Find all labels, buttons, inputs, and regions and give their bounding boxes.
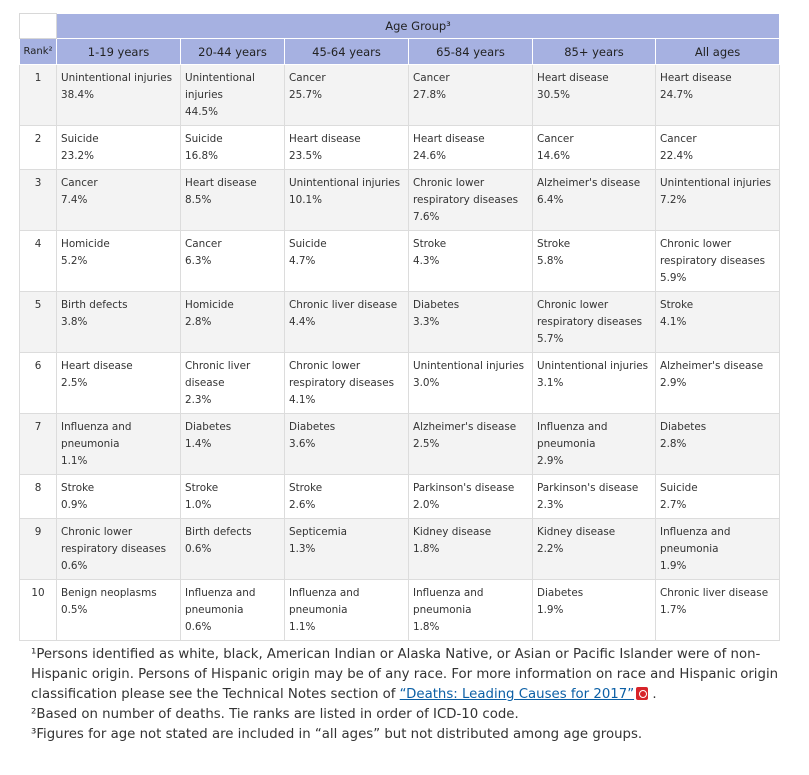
cause-cell	[656, 353, 780, 414]
cause-cell	[533, 580, 656, 641]
cause-percent: 4.1%	[660, 316, 687, 328]
cause-cell	[285, 292, 409, 353]
footnotes	[31, 645, 791, 745]
cause-name: Chronic lower respiratory diseases	[61, 526, 167, 555]
table-row	[20, 414, 780, 475]
cause-cell	[57, 126, 181, 170]
cause-percent: 14.6%	[537, 150, 571, 162]
cause-name: Heart disease	[660, 72, 732, 84]
cause-name: Unintentional injuries	[537, 360, 649, 372]
table-row	[20, 231, 780, 292]
cause-percent: 6.4%	[537, 194, 564, 206]
table-row	[20, 292, 780, 353]
cause-percent: 2.3%	[185, 394, 212, 406]
table-row	[20, 170, 780, 231]
cause-name: Heart disease	[413, 133, 485, 145]
pdf-icon	[636, 687, 648, 700]
cause-cell	[533, 170, 656, 231]
footnote-1-end: .	[652, 687, 657, 702]
cause-name: Influenza and pneumonia	[660, 526, 731, 555]
cause-name: Stroke	[185, 482, 219, 494]
cause-name: Unintentional injuries	[413, 360, 525, 372]
cause-cell	[285, 353, 409, 414]
cause-name: Stroke	[61, 482, 95, 494]
cause-percent: 2.9%	[537, 455, 564, 467]
cause-percent: 24.7%	[660, 89, 694, 101]
cause-name: Influenza and pneumonia	[185, 587, 256, 616]
cause-name: Suicide	[185, 133, 223, 145]
cause-cell	[656, 170, 780, 231]
table-row	[20, 353, 780, 414]
cause-percent: 2.3%	[537, 499, 564, 511]
cause-name: Stroke	[289, 482, 323, 494]
cause-name: Stroke	[413, 238, 447, 250]
cause-percent: 0.9%	[61, 499, 88, 511]
cause-name: Heart disease	[537, 72, 609, 84]
cause-name: Diabetes	[660, 421, 707, 433]
column-header: 1-19 years	[57, 39, 181, 65]
cause-name: Chronic lower respiratory diseases	[537, 299, 643, 328]
cause-cell	[285, 414, 409, 475]
cause-cell	[57, 170, 181, 231]
table-row	[20, 126, 780, 170]
cause-cell	[181, 353, 285, 414]
cause-percent: 0.5%	[61, 604, 88, 616]
cause-name: Chronic liver disease	[185, 360, 251, 389]
cause-cell	[533, 475, 656, 519]
cause-name: Birth defects	[185, 526, 252, 538]
cause-percent: 7.4%	[61, 194, 88, 206]
cause-percent: 23.5%	[289, 150, 323, 162]
cause-percent: 7.6%	[413, 211, 440, 223]
table-row	[20, 519, 780, 580]
cause-name: Alzheimer's disease	[413, 421, 517, 433]
cause-name: Septicemia	[289, 526, 348, 538]
cause-percent: 1.7%	[660, 604, 687, 616]
cause-percent: 2.8%	[185, 316, 212, 328]
cause-cell	[533, 126, 656, 170]
cause-cell	[57, 65, 181, 126]
rank-cell: 5	[20, 292, 57, 353]
cause-cell	[285, 126, 409, 170]
column-header: 45-64 years	[285, 39, 409, 65]
table-row	[20, 475, 780, 519]
cause-percent: 38.4%	[61, 89, 95, 101]
cause-name: Unintentional injuries	[185, 72, 255, 101]
cause-cell	[57, 519, 181, 580]
cause-percent: 25.7%	[289, 89, 323, 101]
cause-cell	[409, 353, 533, 414]
cause-name: Kidney disease	[413, 526, 492, 538]
cause-name: Homicide	[185, 299, 234, 311]
cause-cell	[409, 475, 533, 519]
rank-header: Rank²	[20, 39, 57, 65]
cause-name: Heart disease	[289, 133, 361, 145]
cause-percent: 5.7%	[537, 333, 564, 345]
cause-percent: 44.5%	[185, 106, 219, 118]
cause-percent: 1.4%	[185, 438, 212, 450]
cause-cell	[181, 292, 285, 353]
cause-name: Diabetes	[537, 587, 584, 599]
cause-cell	[285, 65, 409, 126]
cause-percent: 1.0%	[185, 499, 212, 511]
corner-cell	[20, 14, 57, 39]
cause-percent: 3.3%	[413, 316, 440, 328]
cause-percent: 4.7%	[289, 255, 316, 267]
cause-name: Influenza and pneumonia	[537, 421, 608, 450]
leading-causes-table-container	[19, 13, 779, 641]
cause-percent: 24.6%	[413, 150, 447, 162]
cause-cell	[656, 292, 780, 353]
cause-cell	[656, 475, 780, 519]
cause-cell	[533, 414, 656, 475]
rank-cell: 3	[20, 170, 57, 231]
cause-name: Parkinson's disease	[537, 482, 639, 494]
cause-cell	[409, 65, 533, 126]
footnote-1	[31, 645, 791, 705]
cause-cell	[656, 580, 780, 641]
cause-percent: 2.0%	[413, 499, 440, 511]
cause-name: Heart disease	[61, 360, 133, 372]
cause-percent: 5.9%	[660, 272, 687, 284]
cause-name: Unintentional injuries	[660, 177, 772, 189]
cause-name: Cancer	[537, 133, 574, 145]
cause-name: Kidney disease	[537, 526, 616, 538]
cause-percent: 7.2%	[660, 194, 687, 206]
cause-cell	[656, 231, 780, 292]
cause-cell	[181, 475, 285, 519]
cause-percent: 2.2%	[537, 543, 564, 555]
column-header: All ages	[656, 39, 780, 65]
cause-cell	[181, 126, 285, 170]
cause-cell	[57, 231, 181, 292]
cause-percent: 27.8%	[413, 89, 447, 101]
cause-cell	[409, 231, 533, 292]
cause-cell	[57, 414, 181, 475]
cause-percent: 2.6%	[289, 499, 316, 511]
cause-percent: 1.8%	[413, 543, 440, 555]
cause-cell	[285, 475, 409, 519]
cause-cell	[181, 414, 285, 475]
rank-cell: 6	[20, 353, 57, 414]
cause-percent: 0.6%	[61, 560, 88, 572]
cause-cell	[533, 231, 656, 292]
cause-cell	[57, 292, 181, 353]
cause-percent: 0.6%	[185, 621, 212, 633]
cause-cell	[181, 231, 285, 292]
cause-name: Influenza and pneumonia	[413, 587, 484, 616]
cause-cell	[285, 170, 409, 231]
deaths-leading-causes-link[interactable]: “Deaths: Leading Causes for 2017”	[399, 687, 635, 702]
cause-percent: 16.8%	[185, 150, 219, 162]
cause-cell	[656, 126, 780, 170]
cause-percent: 1.1%	[61, 455, 88, 467]
cause-cell	[285, 580, 409, 641]
cause-percent: 4.1%	[289, 394, 316, 406]
cause-percent: 22.4%	[660, 150, 694, 162]
cause-name: Diabetes	[413, 299, 460, 311]
cause-name: Homicide	[61, 238, 110, 250]
table-row	[20, 65, 780, 126]
column-header: 20-44 years	[181, 39, 285, 65]
cause-cell	[533, 292, 656, 353]
cause-cell	[285, 231, 409, 292]
cause-name: Suicide	[61, 133, 99, 145]
cause-name: Unintentional injuries	[289, 177, 401, 189]
rank-cell: 4	[20, 231, 57, 292]
cause-cell	[285, 519, 409, 580]
table-row	[20, 580, 780, 641]
cause-percent: 1.9%	[660, 560, 687, 572]
column-header: 85+ years	[533, 39, 656, 65]
cause-percent: 1.8%	[413, 621, 440, 633]
cause-percent: 2.5%	[61, 377, 88, 389]
cause-percent: 1.1%	[289, 621, 316, 633]
cause-cell	[57, 475, 181, 519]
cause-percent: 1.3%	[289, 543, 316, 555]
cause-name: Stroke	[537, 238, 571, 250]
cause-cell	[57, 353, 181, 414]
cause-cell	[181, 580, 285, 641]
cause-cell	[533, 519, 656, 580]
footnote-2: ²Based on number of deaths. Tie ranks are listed in order of ICD-10 code.	[31, 707, 519, 722]
rank-cell: 7	[20, 414, 57, 475]
cause-cell	[533, 353, 656, 414]
cause-percent: 5.2%	[61, 255, 88, 267]
cause-cell	[656, 65, 780, 126]
rank-cell: 1	[20, 65, 57, 126]
cause-percent: 3.8%	[61, 316, 88, 328]
cause-cell	[409, 580, 533, 641]
cause-percent: 23.2%	[61, 150, 95, 162]
cause-name: Cancer	[289, 72, 326, 84]
cause-cell	[656, 414, 780, 475]
cause-name: Unintentional injuries	[61, 72, 173, 84]
cause-cell	[409, 292, 533, 353]
cause-percent: 0.6%	[185, 543, 212, 555]
cause-percent: 3.6%	[289, 438, 316, 450]
cause-cell	[409, 414, 533, 475]
rank-cell: 10	[20, 580, 57, 641]
cause-name: Chronic liver disease	[289, 299, 398, 311]
cause-name: Alzheimer's disease	[537, 177, 641, 189]
cause-cell	[533, 65, 656, 126]
cause-name: Chronic lower respiratory diseases	[413, 177, 519, 206]
cause-name: Diabetes	[289, 421, 336, 433]
cause-percent: 2.8%	[660, 438, 687, 450]
cause-name: Suicide	[660, 482, 698, 494]
cause-name: Influenza and pneumonia	[61, 421, 132, 450]
cause-name: Stroke	[660, 299, 694, 311]
cause-cell	[57, 580, 181, 641]
cause-name: Chronic liver disease	[660, 587, 769, 599]
rank-cell: 9	[20, 519, 57, 580]
cause-cell	[181, 65, 285, 126]
cause-name: Parkinson's disease	[413, 482, 515, 494]
cause-cell	[409, 170, 533, 231]
cause-percent: 4.3%	[413, 255, 440, 267]
cause-percent: 2.7%	[660, 499, 687, 511]
column-header: 65-84 years	[409, 39, 533, 65]
cause-percent: 2.9%	[660, 377, 687, 389]
footnote-3: ³Figures for age not stated are included in “all ages” but not distributed among age groups.	[31, 727, 643, 742]
cause-percent: 2.5%	[413, 438, 440, 450]
cause-percent: 6.3%	[185, 255, 212, 267]
cause-cell	[656, 519, 780, 580]
cause-percent: 30.5%	[537, 89, 571, 101]
cause-name: Chronic lower respiratory diseases	[289, 360, 395, 389]
cause-name: Chronic lower respiratory diseases	[660, 238, 766, 267]
cause-name: Alzheimer's disease	[660, 360, 764, 372]
cause-percent: 4.4%	[289, 316, 316, 328]
cause-name: Cancer	[185, 238, 222, 250]
cause-cell	[409, 519, 533, 580]
cause-name: Cancer	[413, 72, 450, 84]
leading-causes-table	[19, 13, 780, 641]
cause-name: Heart disease	[185, 177, 257, 189]
cause-percent: 1.9%	[537, 604, 564, 616]
cause-name: Cancer	[660, 133, 697, 145]
cause-percent: 10.1%	[289, 194, 323, 206]
cause-cell	[181, 519, 285, 580]
cause-percent: 8.5%	[185, 194, 212, 206]
cause-name: Influenza and pneumonia	[289, 587, 360, 616]
rank-cell: 8	[20, 475, 57, 519]
cause-name: Cancer	[61, 177, 98, 189]
cause-percent: 3.0%	[413, 377, 440, 389]
cause-percent: 5.8%	[537, 255, 564, 267]
cause-percent: 3.1%	[537, 377, 564, 389]
cause-name: Suicide	[289, 238, 327, 250]
cause-name: Diabetes	[185, 421, 232, 433]
cause-cell	[409, 126, 533, 170]
cause-name: Benign neoplasms	[61, 587, 157, 599]
footnote-1-text: ¹Persons identified as white, black, American Indian or Alaska Native, or Asian or Pacific Islander were of non-Hispanic origin. Persons of Hispanic origin may be of any race. For more information on race and Hispanic origin classification please see the Technical Notes section of	[31, 647, 779, 702]
cause-cell	[181, 170, 285, 231]
cause-name: Birth defects	[61, 299, 128, 311]
rank-cell: 2	[20, 126, 57, 170]
age-group-header: Age Group³	[57, 14, 780, 39]
